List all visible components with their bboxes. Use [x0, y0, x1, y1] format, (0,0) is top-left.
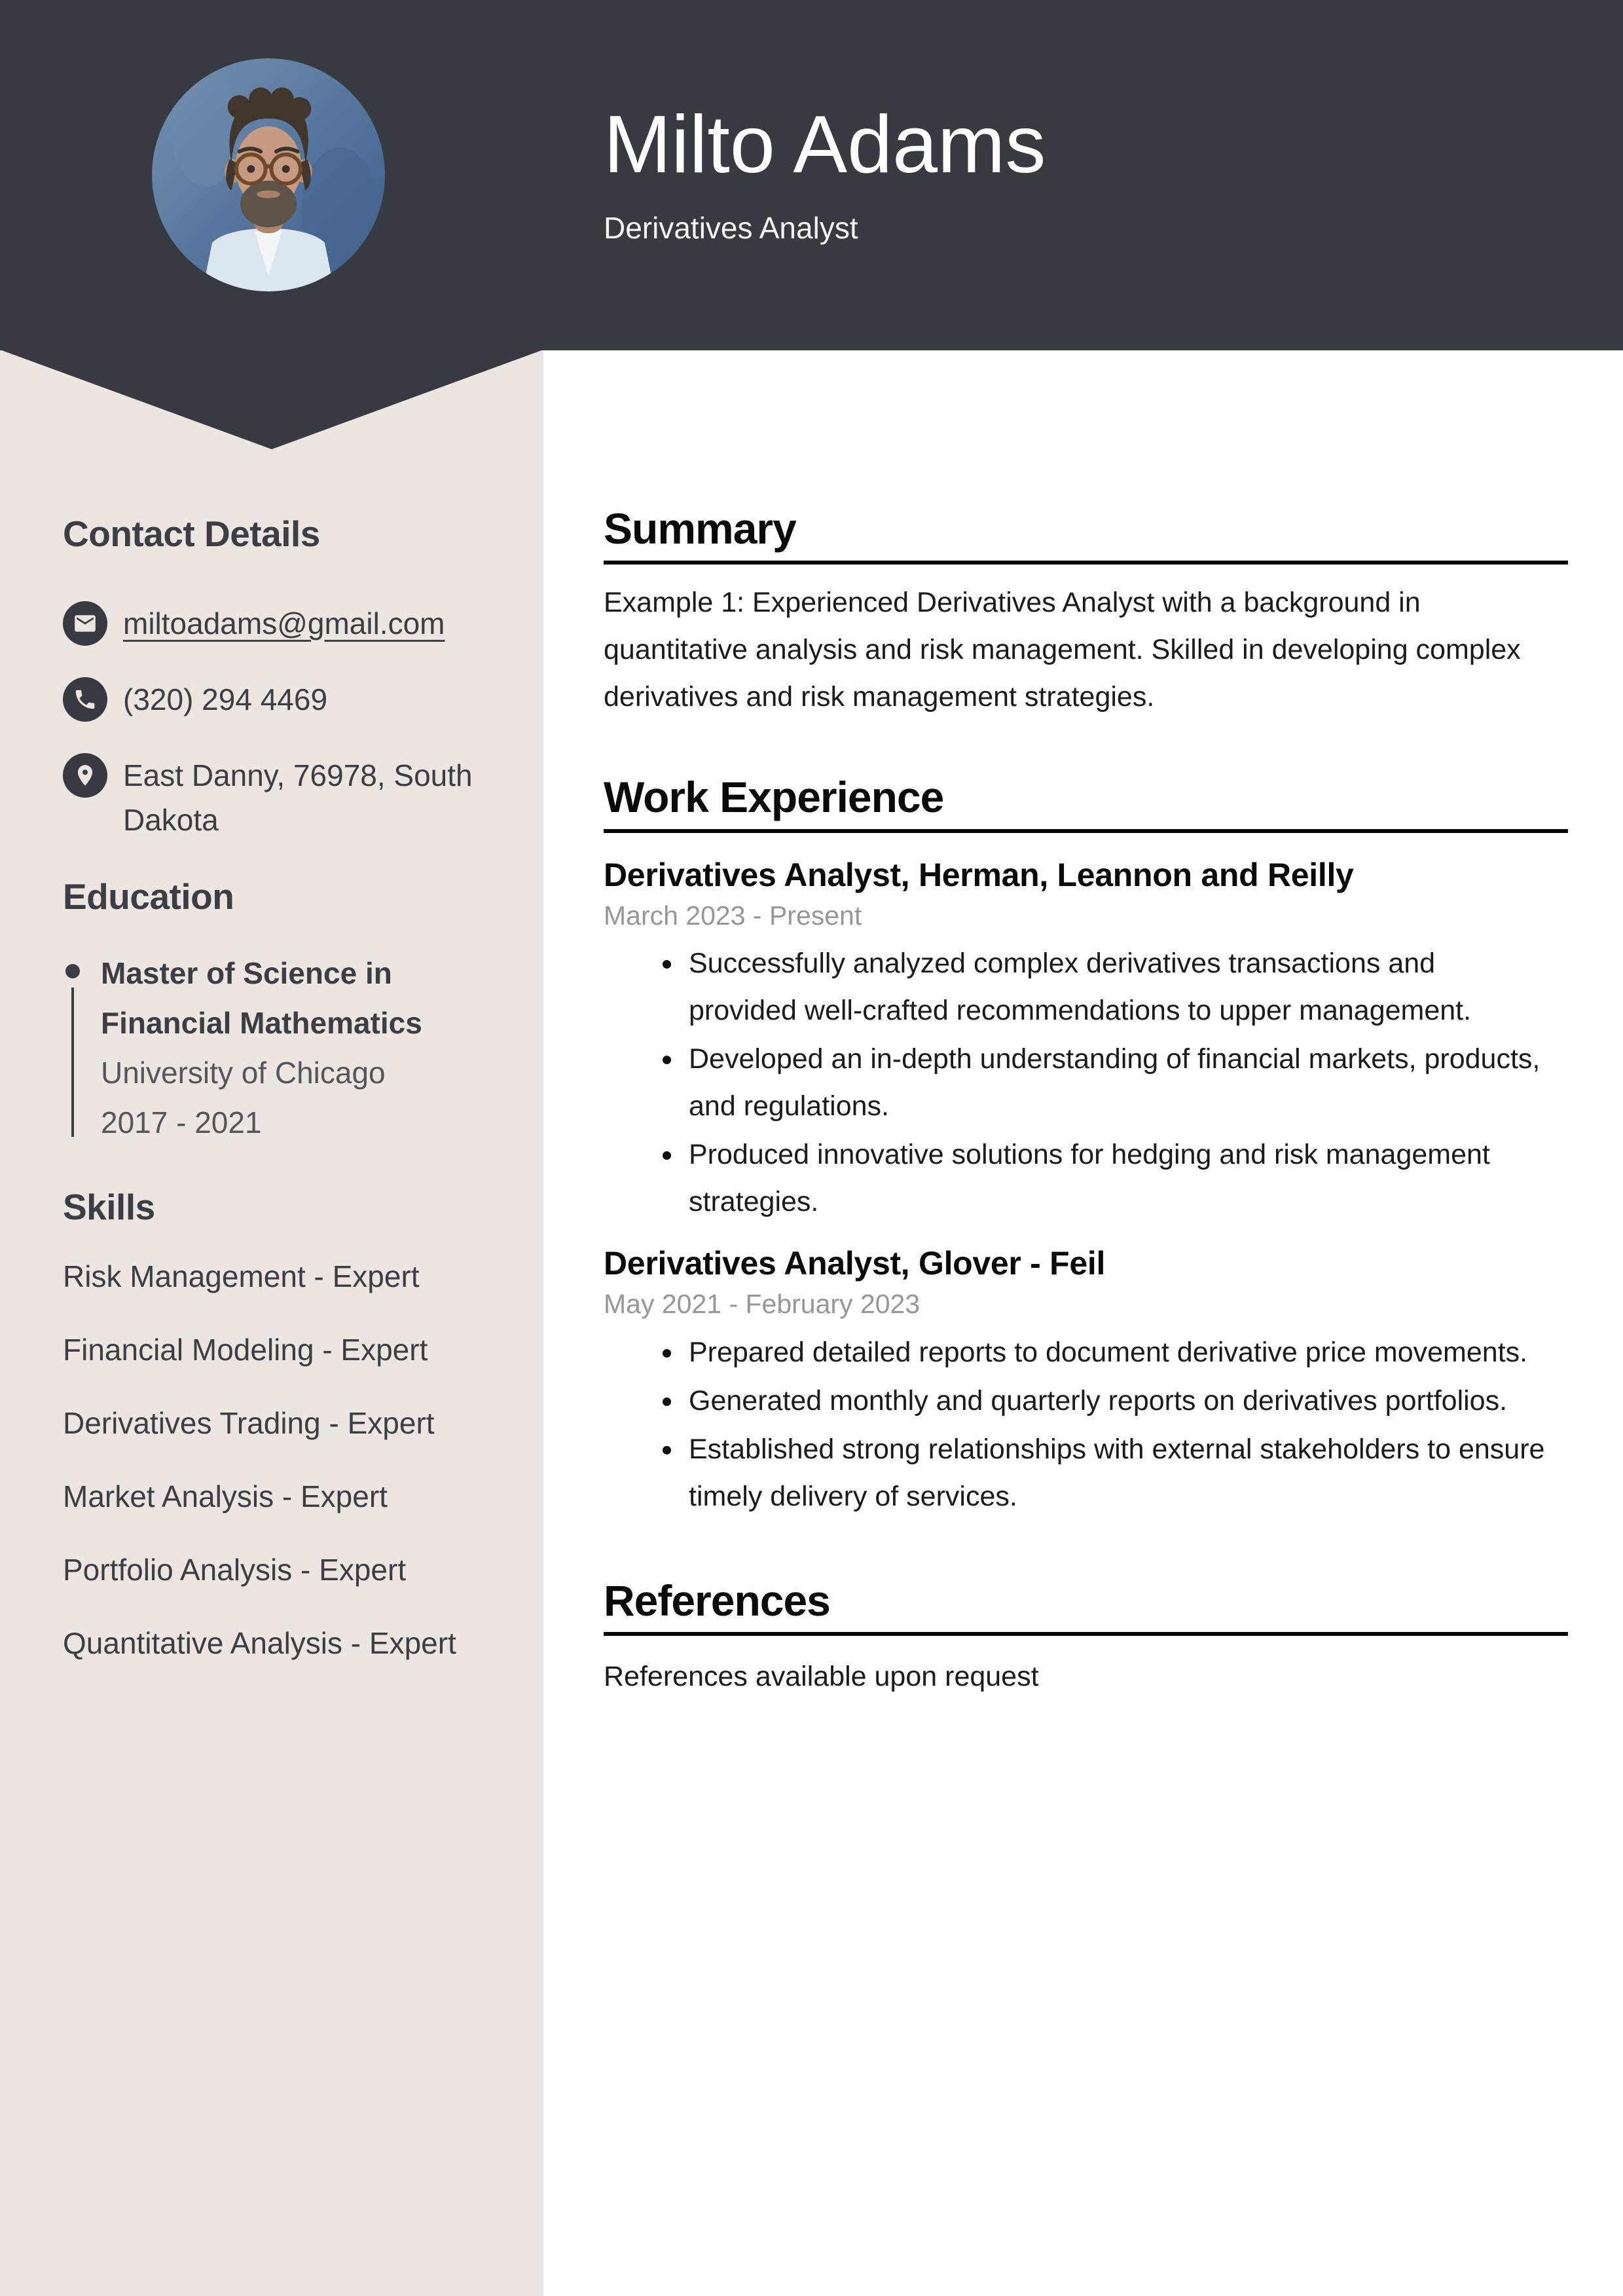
profile-photo-illustration [152, 58, 385, 291]
work-experience-rule [604, 829, 1568, 833]
email-link[interactable]: miltoadams@gmail.com [123, 606, 445, 640]
person-job-title: Derivatives Analyst [604, 210, 858, 245]
location-icon [63, 753, 107, 798]
profile-photo [152, 58, 385, 291]
job-bullet-list [604, 940, 1568, 1225]
summary-section [604, 504, 1568, 720]
email-icon [63, 601, 107, 646]
skill-item: Financial Modeling - Expert [63, 1333, 428, 1367]
summary-rule [604, 561, 1568, 565]
education-dates: 2017 - 2021 [101, 1105, 262, 1139]
job-bullet: • Generated monthly and quarterly reports on derivatives portfolios. [684, 1377, 1546, 1424]
phone-icon [63, 677, 107, 722]
job-title: Derivatives Analyst, Herman, Leannon and Reilly [604, 856, 1354, 893]
timeline-dot [65, 964, 80, 978]
job-bullet: • Successfully analyzed complex derivatives transactions and provided well-crafted recommendations to upper management. [684, 940, 1546, 1034]
references-section [604, 1576, 1568, 1701]
education-item [63, 948, 507, 1147]
job-title: Derivatives Analyst, Glover - Feil [604, 1245, 1106, 1282]
contact-rows [63, 601, 507, 842]
job-bullet-list [604, 1329, 1568, 1520]
job-entry [604, 855, 1568, 1225]
references-heading: References [604, 1576, 830, 1625]
job-bullet: • Established strong relationships with external stakeholders to ensure timely delivery of services. [684, 1426, 1546, 1520]
timeline-line [71, 988, 74, 1137]
skills-section [63, 1185, 507, 1666]
skill-item: Risk Management - Expert [63, 1259, 420, 1293]
summary-heading: Summary [604, 504, 796, 553]
job-bullet: • Prepared detailed reports to document derivative price movements. [684, 1329, 1546, 1376]
skill-item: Market Analysis - Expert [63, 1479, 388, 1513]
contact-row-email [63, 601, 507, 646]
contact-row-location [63, 753, 507, 842]
job-bullet: • Produced innovative solutions for hedging and risk management strategies. [684, 1131, 1546, 1225]
references-rule [604, 1632, 1568, 1636]
skill-item: Quantitative Analysis - Expert [63, 1626, 456, 1660]
phone-text: (320) 294 4469 [123, 682, 328, 716]
education-heading: Education [63, 876, 234, 917]
job-bullet: • Developed an in-depth understanding of financial markets, products, and regulations. [684, 1035, 1546, 1130]
contact-section [63, 512, 507, 842]
job-dates: March 2023 - Present [604, 900, 862, 931]
skill-item: Portfolio Analysis - Expert [63, 1553, 407, 1587]
job-entry [604, 1244, 1568, 1519]
skill-item: Derivatives Trading - Expert [63, 1406, 435, 1440]
skills-heading: Skills [63, 1187, 155, 1227]
location-text: East Danny, 76978, South Dakota [123, 758, 473, 837]
person-name: Milto Adams [604, 100, 1046, 190]
contact-details-heading: Contact Details [63, 513, 320, 554]
education-degree: Master of Science in Financial Mathematics [101, 956, 422, 1040]
main-content [543, 0, 1623, 1700]
education-section [63, 875, 507, 1147]
education-school: University of Chicago [101, 1056, 386, 1090]
summary-text: Example 1: Experienced Derivatives Analyst with a background in quantitative analysis and risk management. Skilled in developing complex derivatives and risk management strategies. [604, 586, 1521, 713]
references-text: References available upon request [604, 1661, 1039, 1693]
contact-row-phone [63, 677, 507, 722]
work-experience-heading: Work Experience [604, 772, 944, 821]
work-experience-section [604, 773, 1568, 1520]
job-dates: May 2021 - February 2023 [604, 1289, 921, 1320]
